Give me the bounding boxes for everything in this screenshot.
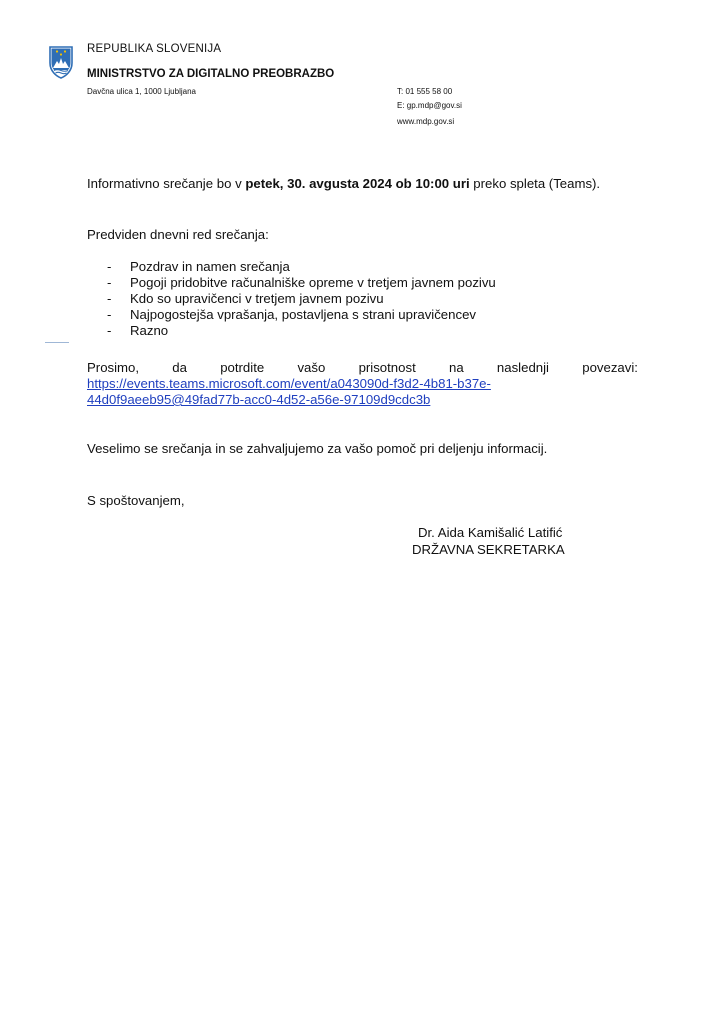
confirm-word: da [172,360,187,375]
meeting-intro [87,176,600,192]
list-bullet: - [107,259,112,274]
confirm-word: vašo [297,360,326,375]
confirm-word: naslednji [496,360,549,375]
agenda-item [87,275,496,291]
confirm-word: potrdite [220,360,265,375]
slovenia-coat-of-arms-icon [48,45,74,79]
meeting-date: petek, 30. avgusta 2024 ob 10:00 uri [245,176,470,191]
list-bullet: - [107,291,112,306]
teams-event-link-continued[interactable] [87,392,638,408]
confirm-word: povezavi: [582,360,638,375]
signatory-title: DRŽAVNA SEKRETARKA [412,542,565,557]
confirm-paragraph [87,360,638,408]
ministry-website[interactable]: www.mdp.gov.si [397,117,455,126]
agenda-item [87,307,496,323]
agenda-item-text: Najpogostejša vprašanja, postavljena s strani upravičencev [130,307,476,322]
margin-marker [45,342,69,343]
agenda-list [87,259,496,339]
teams-event-link[interactable] [87,376,638,392]
intro-text-before: Informativno srečanje bo v [87,176,246,191]
ministry-name: MINISTRSTVO ZA DIGITALNO PREOBRAZBO [87,68,335,80]
intro-text-after: preko spleta (Teams). [469,176,601,191]
confirm-word: na [449,360,464,375]
agenda-heading: Predviden dnevni red srečanja: [87,227,269,242]
ministry-address: Davčna ulica 1, 1000 Ljubljana [87,87,196,96]
confirm-word: prisotnost [358,360,416,375]
agenda-item [87,323,496,339]
confirm-request-line [87,360,638,376]
ministry-phone: T: 01 555 58 00 [397,87,453,96]
teams-event-link-line-2[interactable]: 44d0f9aeeb95@49fad77b-acc0-4d52-a56e-97109d9cdc3b [87,392,431,407]
agenda-item [87,259,496,275]
agenda-item-text: Pogoji pridobitve računalniške opreme v tretjem javnem pozivu [130,275,496,290]
agenda-item-text: Kdo so upravičenci v tretjem javnem pozivu [130,291,384,306]
agenda-item [87,291,496,307]
list-bullet: - [107,307,112,322]
list-bullet: - [107,275,112,290]
list-bullet: - [107,323,112,338]
agenda-item-text: Pozdrav in namen srečanja [130,259,290,274]
teams-event-link-line-1[interactable]: https://events.teams.microsoft.com/event/a043090d-f3d2-4b81-b37e- [87,376,491,391]
agenda-item-text: Razno [130,323,169,338]
closing-text: Veselimo se srečanja in se zahvaljujemo za vašo pomoč pri deljenju informacij. [87,441,548,456]
confirm-word: Prosimo, [87,360,140,375]
country-name: REPUBLIKA SLOVENIJA [87,43,222,55]
regards-text: S spoštovanjem, [87,493,185,508]
ministry-email[interactable]: E: gp.mdp@gov.si [397,101,462,110]
signatory-name: Dr. Aida Kamišalić Latifić [418,525,563,540]
